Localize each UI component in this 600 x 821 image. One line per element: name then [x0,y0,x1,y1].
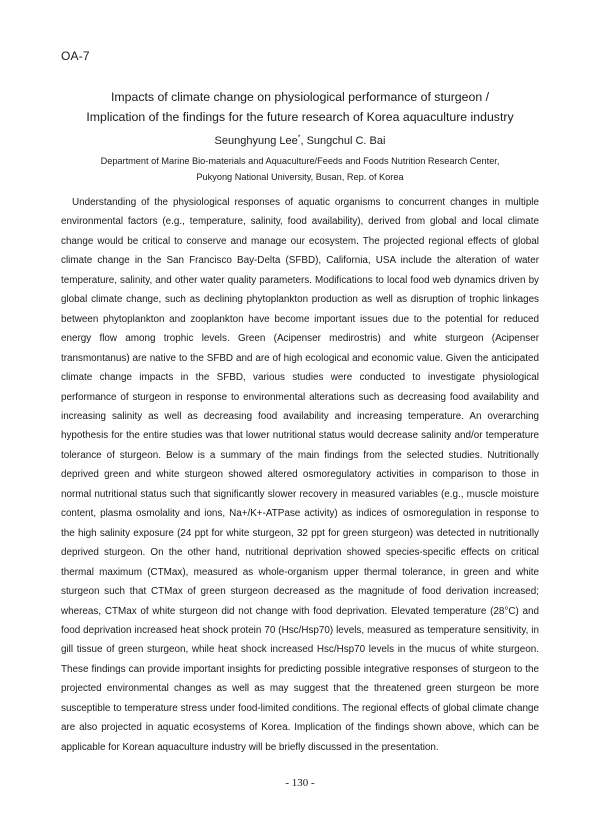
session-code: OA-7 [61,49,90,63]
affiliation [40,153,560,185]
title-line-1: Impacts of climate change on physiological performance of sturgeon / [111,90,489,104]
abstract-body: Understanding of the physiological responses of aquatic organisms to concurrent changes in multiple environmental factors (e.g., temperature, salinity, food availability), derived from global and local climate change would be critical to conserve and manage our ecosystem. The projected regional effects of global climate change in the San Francisco Bay-Delta (SFBD), California, USA include the alteration of water temperature, salinity, and other water quality parameters. Modifications to local food web dynamics driven by global climate change, such as declining phytoplankton production as well as disruption of trophic linkages between phytoplankton and zooplankton have become important issues due to the potential for reduced energy flow among trophic levels. Green (Acipenser medirostris) and white sturgeon (Acipenser transmontanus) are native to the SFBD and are of high ecological and economic value. Given the anticipated climate change impacts in the SFBD, various studies were conducted to investigate physiological performance of sturgeon in response to environmental alterations such as decreasing food availability and increasing salinity as well as decreasing food availability and increasing temperature. An overarching hypothesis for the entire studies was that lower nutritional status would decrease salinity and/or temperature tolerance of sturgeon. Below is a summary of the main findings from the selected studies. Nutritionally deprived green and white sturgeon showed altered osmoregulatory activities in comparison to those in normal nutritional status such that significantly slower recovery in measured variables (e.g., muscle moisture content, plasma osmolality and ions, Na+/K+-ATPase activity) as indices of osmoregulation in response to the high salinity exposure (24 ppt for white sturgeon, 32 ppt for green sturgeon) was detected in nutritionally deprived sturgeon. On the other hand, nutritional deprivation showed species-specific effects on critical thermal maximum (CTMax), measured as whole-organism upper thermal tolerance, in green and white sturgeon such that CTMax of green sturgeon decreased as the magnitude of food derivation increased; whereas, CTMax of white sturgeon did not change with food deprivation. Elevated temperature (28°C) and food deprivation increased heat shock protein 70 (Hsc/Hsp70) levels, measured as temperature sensitivity, in gill tissue of green sturgeon, while heat shock increased Hsc/Hsp70 levels in the mucus of white sturgeon. These findings can provide important insights for predicting possible integrative responses of sturgeon to the projected environmental changes as well as may suggest that the threatened green sturgeon be more susceptible to temperature stress under food-limited conditions. The regional effects of global climate change are also projected in aquatic ecosystems of Korea. Implication of the findings shown above, which can be applicable for Korean aquaculture industry will be briefly discussed in the presentation. [61,197,539,753]
page-number: - 130 - [285,777,315,789]
affiliation-line-2: Pukyong National University, Busan, Rep. of Korea [196,172,404,182]
title-line-2: Implication of the findings for the future research of Korea aquaculture industry [86,110,514,124]
affiliation-line-1: Department of Marine Bio-materials and Aquaculture/Feeds and Foods Nutrition Research Center, [100,156,500,166]
corresponding-author-mark: * [297,134,301,142]
author-rest: , Sungchul C. Bai [300,135,386,147]
paper-title [40,87,560,127]
author-list [40,133,560,149]
author-first: Seunghyung Lee [214,135,298,147]
